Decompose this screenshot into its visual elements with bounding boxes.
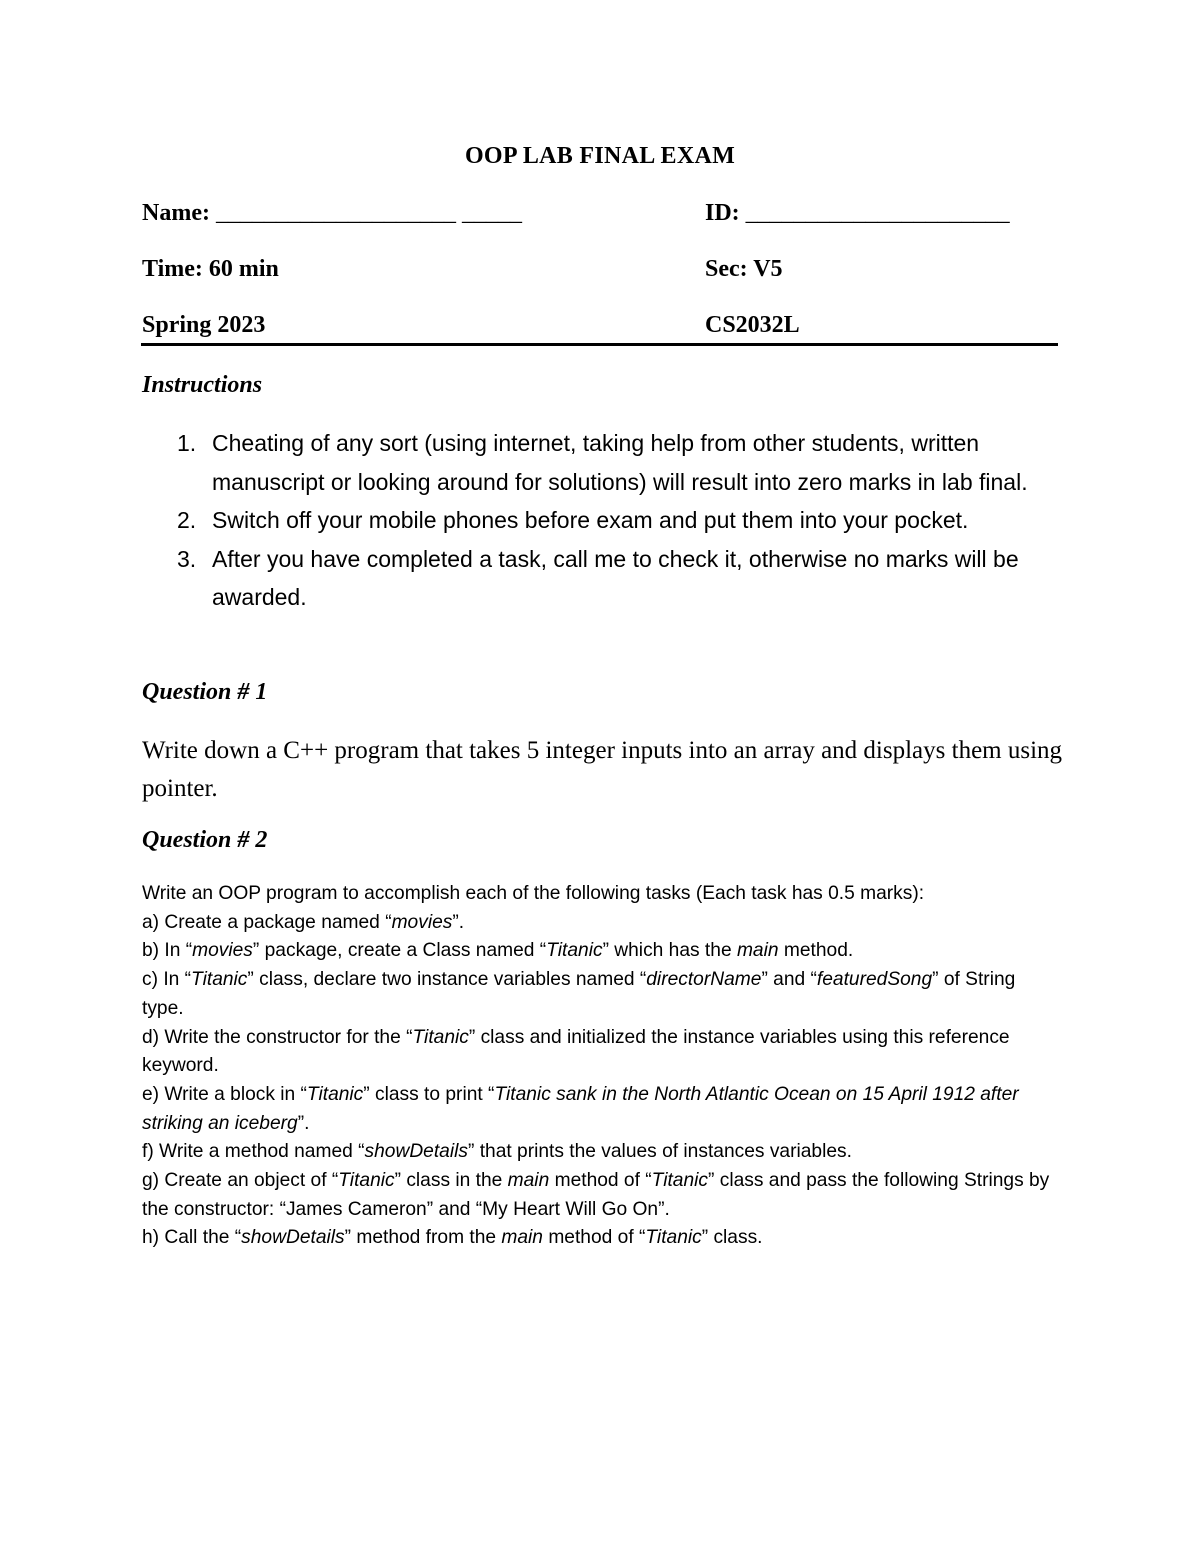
name-field — [142, 200, 522, 227]
id-field — [705, 200, 1010, 227]
task-f: f) Write a method named “showDetails” that prints the values of instances variables. — [142, 1141, 852, 1163]
id-label: ID: — [705, 200, 740, 226]
task-e: e) Write a block in “Titanic” class to print “Titanic sank in the North Atlantic Ocean on 15 April 1912 after striking an iceberg”. — [142, 1083, 1019, 1134]
course-code: CS2032L — [705, 312, 800, 338]
task-d: d) Write the constructor for the “Titanic” class and initialized the instance variables using this reference keyword. — [142, 1026, 1010, 1077]
instructions-list — [142, 424, 1072, 617]
task-a: a) Create a package named “movies”. — [142, 911, 465, 933]
question-2-heading: Question # 2 — [142, 827, 268, 853]
instruction-item — [142, 501, 1072, 540]
name-label: Name: — [142, 200, 210, 226]
instruction-number: 3. — [177, 545, 197, 572]
question-2-intro: Write an OOP program to accomplish each of the following tasks (Each task has 0.5 marks): — [142, 883, 925, 904]
semester-label: Spring 2023 — [142, 312, 266, 338]
task-g: g) Create an object of “Titanic” class in the main method of “Titanic” class and pass the following Strings by the constructor: “James Cameron” and “My Heart Will Go On”. — [142, 1170, 1050, 1220]
task-b: b) In “movies” package, create a Class named “Titanic” which has the main method. — [142, 940, 854, 962]
header-divider — [141, 343, 1058, 346]
time-label: Time: 60 min — [142, 256, 279, 282]
instructions-heading: Instructions — [142, 372, 263, 398]
instruction-text: After you have completed a task, call me to check it, otherwise no marks will be awarded. — [212, 545, 1019, 610]
instruction-text: Cheating of any sort (using internet, taking help from other students, written manuscript or looking around for solutions) will result into zero marks in lab final. — [212, 430, 1028, 495]
question-1-heading: Question # 1 — [142, 679, 268, 705]
page-title: OOP LAB FINAL EXAM — [464, 143, 736, 169]
instruction-number: 2. — [177, 507, 197, 533]
task-c: c) In “Titanic” class, declare two instance variables named “directorName” and “featuredSong” of String type. — [142, 969, 1016, 1019]
instruction-number: 1. — [177, 430, 197, 456]
task-h: h) Call the “showDetails” method from the main method of “Titanic” class. — [142, 1227, 763, 1249]
instruction-item — [142, 424, 1072, 501]
instruction-item — [142, 540, 1072, 617]
id-blank: ______________________ — [745, 200, 1010, 226]
instruction-text: Switch off your mobile phones before exam and put them into your pocket. — [212, 507, 969, 533]
name-blank: ____________________ _____ — [215, 200, 522, 226]
question-2-body — [142, 880, 1062, 1253]
section-label: Sec: V5 — [705, 256, 783, 282]
question-1-text: Write down a C++ program that takes 5 integer inputs into an array and displays them using pointer. — [142, 737, 1063, 802]
